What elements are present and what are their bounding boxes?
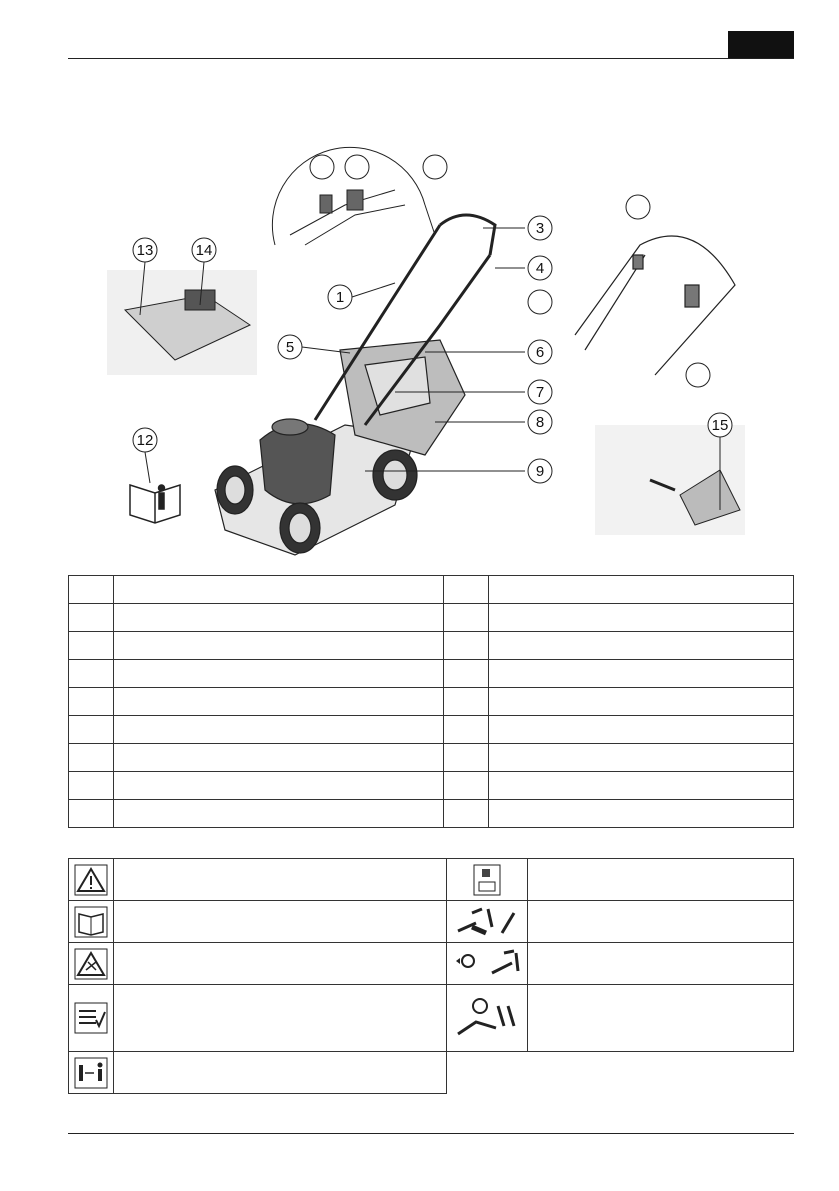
table-row	[69, 943, 794, 985]
symbols-table	[68, 858, 794, 1094]
table-row	[69, 660, 794, 688]
table-row	[69, 1052, 794, 1094]
fuel-oil-icon	[447, 859, 528, 901]
mulch-insert-icon	[447, 985, 528, 1052]
table-row	[69, 744, 794, 772]
table-row	[69, 716, 794, 744]
table-row	[69, 604, 794, 632]
parts-list-table	[68, 575, 794, 828]
svg-text:12: 12	[136, 432, 154, 449]
svg-text:7: 7	[535, 384, 545, 401]
svg-text:6: 6	[535, 344, 545, 361]
header-rule	[68, 58, 794, 59]
svg-text:1: 1	[335, 289, 345, 306]
handle-right-detail	[575, 236, 735, 375]
lawnmower-overview-figure	[95, 135, 775, 565]
keep-distance-icon	[69, 1052, 114, 1094]
warning-triangle-icon	[69, 859, 114, 901]
bag-detail	[107, 270, 257, 375]
table-row	[69, 688, 794, 716]
svg-text:13: 13	[136, 242, 154, 259]
manual-icon	[130, 485, 180, 523]
callout-5	[278, 335, 350, 359]
handle-adjust-icon	[447, 901, 528, 943]
blade-brake-icon	[447, 943, 528, 985]
callout-12	[133, 428, 157, 483]
language-tab	[728, 31, 794, 58]
svg-text:14: 14	[195, 242, 213, 259]
svg-text:9: 9	[535, 463, 545, 480]
table-row	[69, 800, 794, 828]
mower-illustration	[215, 215, 495, 555]
table-row	[69, 901, 794, 943]
svg-text:3: 3	[535, 220, 545, 237]
check-before-use-icon	[69, 985, 114, 1052]
callout-1	[328, 283, 395, 309]
table-row	[69, 632, 794, 660]
table-row	[69, 576, 794, 604]
mulch-detail	[595, 425, 745, 535]
table-row	[69, 859, 794, 901]
footer-rule	[68, 1133, 794, 1134]
callout-4	[495, 256, 552, 280]
svg-text:8: 8	[535, 414, 545, 431]
svg-text:4: 4	[535, 260, 545, 277]
read-manual-icon	[69, 901, 114, 943]
blade-hazard-icon	[69, 943, 114, 985]
svg-text:15: 15	[711, 417, 729, 434]
table-row	[69, 772, 794, 800]
table-row	[69, 985, 794, 1052]
svg-text:5: 5	[285, 339, 295, 356]
